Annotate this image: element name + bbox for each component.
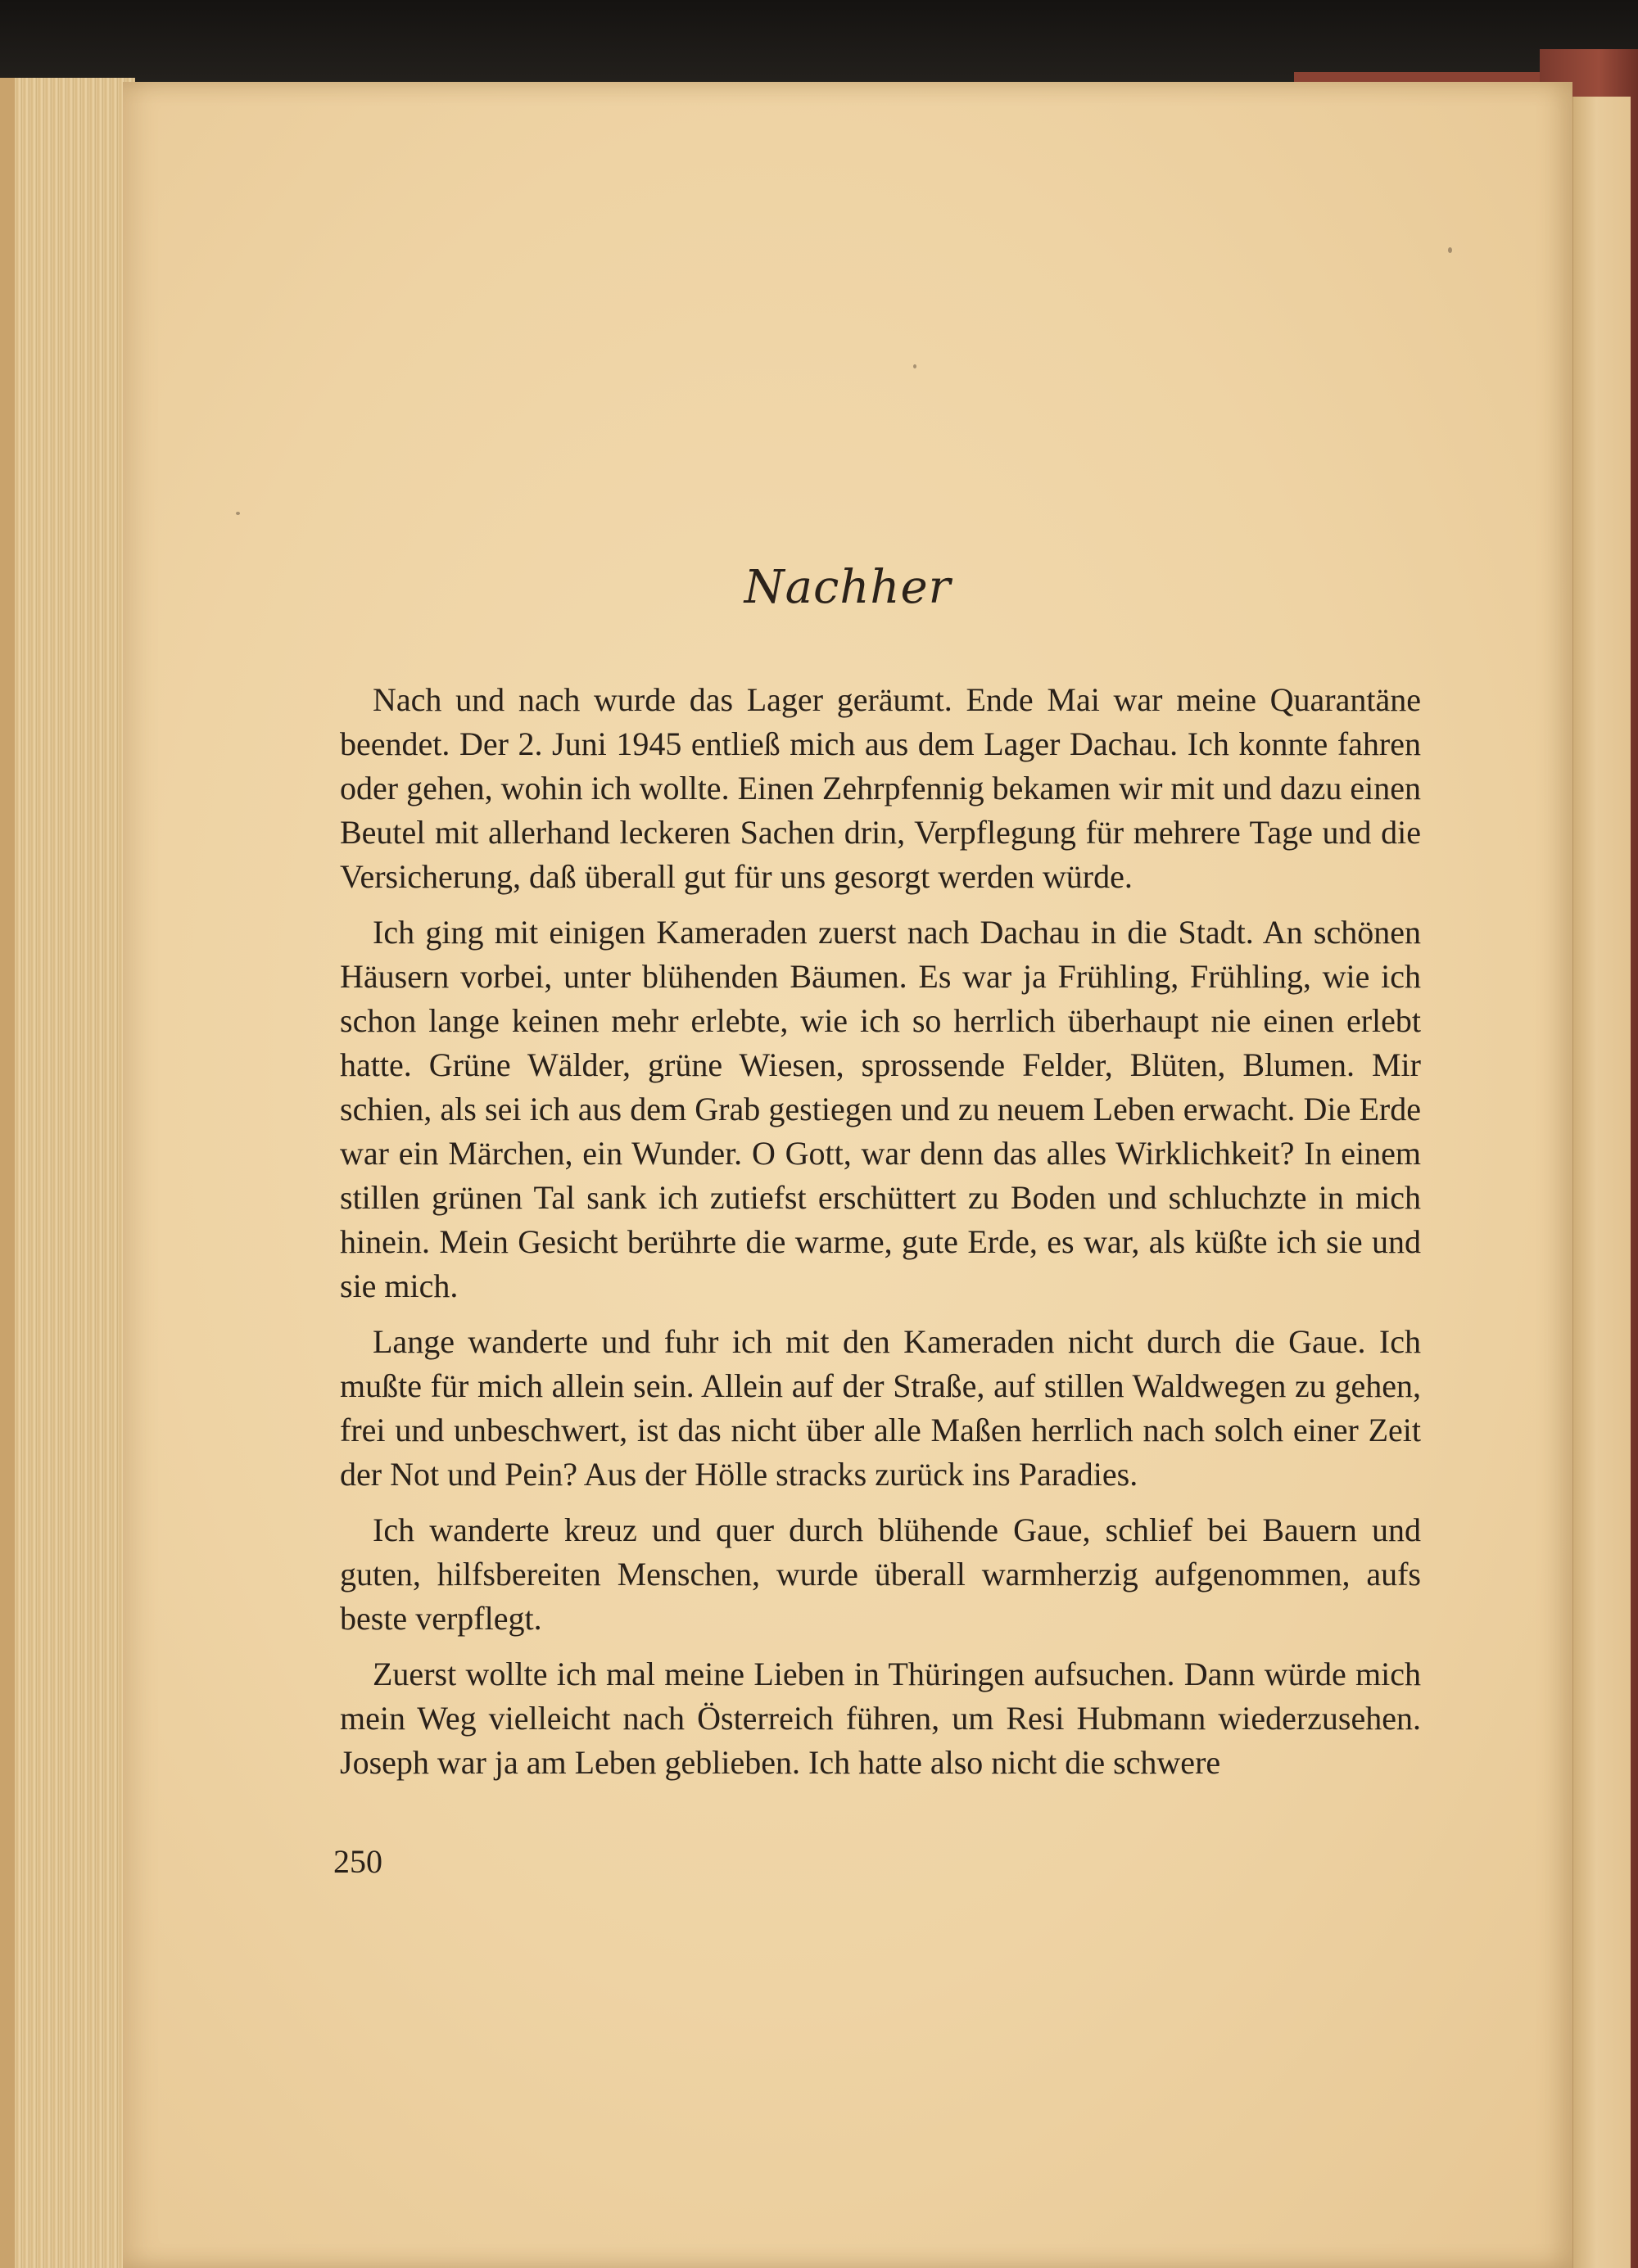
page-edges [0,78,135,2268]
paragraph: Ich ging mit einigen Kameraden zuerst nach Dachau in die Stadt. An schönen Häusern vorbei, unter blühenden Bäumen. Es war ja Frühling, Frühling, wie ich schon lange keinen mehr erlebte, wie ich so herrlich überhaupt nie einen erlebt hatte. Grüne Wälder, grüne Wiesen, sprossende Felder, Blüten, Blumen. Mir schien, als sei ich aus dem Grab gestiegen und zu neuem Leben erwacht. Die Erde war ein Märchen, ein Wunder. O Gott, war denn das alles Wirklichkeit? In einem stillen grünen Tal sank ich zutiefst erschüttert zu Boden und schluchzte in mich hinein. Mein Gesicht berührte die warme, gute Erde, es war, als küßte ich sie und sie mich. [340,914,1421,1304]
page-number: 250 [333,1843,382,1880]
dust-speck [1448,247,1452,253]
chapter-title: Nachher [744,561,952,614]
paragraph: Ich wanderte kreuz und quer durch blühende Gaue, schlief bei Bauern und guten, hilfsbereiten Menschen, wurde überall warmherzig aufgenommen, aufs beste verpflegt. [340,1511,1421,1637]
dust-speck [913,364,916,368]
facing-page-edge [1571,97,1631,2268]
body-text [340,678,1421,1785]
dust-speck [236,512,240,515]
paragraph: Zuerst wollte ich mal meine Lieben in Thüringen aufsuchen. Dann würde mich mein Weg vielleicht nach Österreich führen, um Resi Hubmann wiederzusehen. Joseph war ja am Leben geblieben. Ich hatte also nicht die schwere [340,1656,1421,1781]
paragraph: Nach und nach wurde das Lager geräumt. Ende Mai war meine Quarantäne beendet. Der 2. Juni 1945 entließ mich aus dem Lager Dachau. Ich konnte fahren oder gehen, wohin ich wollte. Einen Zehrpfennig bekamen wir mit und dazu einen Beutel mit allerhand leckeren Sachen drin, Verpflegung für mehrere Tage und die Versicherung, daß überall gut für uns gesorgt werden würde. [340,681,1421,895]
paragraph: Lange wanderte und fuhr ich mit den Kameraden nicht durch die Gaue. Ich mußte für mich allein sein. Allein auf der Straße, auf stillen Waldwegen zu gehen, frei und unbeschwert, ist das nicht über alle Maßen herrlich nach solch einer Zeit der Not und Pein? Aus der Hölle stracks zurück ins Paradies. [340,1323,1421,1493]
